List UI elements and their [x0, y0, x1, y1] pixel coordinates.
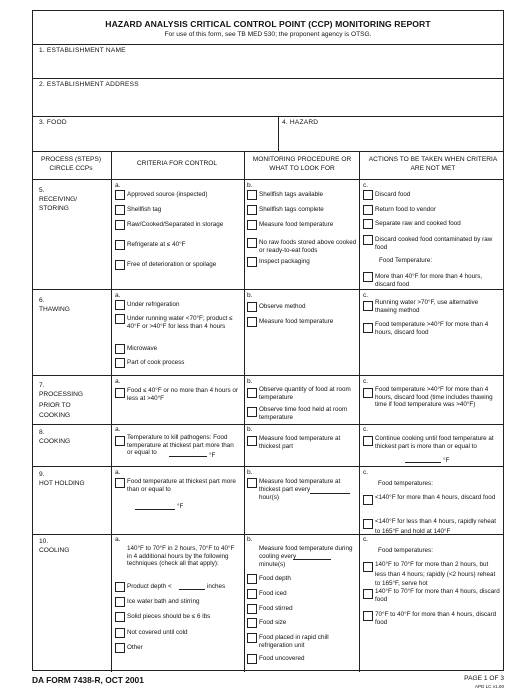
- action-item: Discard cooked food contaminated by raw food: [375, 236, 493, 251]
- checkbox[interactable]: [115, 358, 125, 368]
- checkbox[interactable]: [115, 220, 125, 230]
- cook-temp-blank[interactable]: [169, 456, 207, 457]
- action-item: Return food to vendor: [375, 206, 436, 213]
- checkbox[interactable]: [247, 618, 257, 628]
- step-hot-holding[interactable]: HOT HOLDING: [39, 480, 85, 487]
- criteria-item: Microwave: [127, 345, 158, 352]
- criteria-item: Other: [127, 644, 143, 651]
- col-letter-a: a.: [115, 536, 121, 543]
- col-letter-b: b.: [247, 378, 253, 385]
- criteria-item: Approved source (inspected): [127, 191, 208, 198]
- establishment-address-field[interactable]: [37, 89, 497, 113]
- col-letter-b: b.: [247, 536, 253, 543]
- monitoring-item: Food uncovered: [259, 655, 305, 662]
- checkbox[interactable]: [115, 478, 125, 488]
- action-item: <140°F for less than 4 hours, rapidly reheat to 165°F and hold at 140°F: [375, 518, 497, 535]
- checkbox[interactable]: [247, 220, 257, 230]
- unit-label: inches: [207, 583, 226, 590]
- checkbox[interactable]: [247, 238, 257, 248]
- checkbox[interactable]: [247, 654, 257, 664]
- monitoring-item: Inspect packaging: [259, 258, 310, 265]
- col-letter-a: a.: [115, 469, 121, 476]
- monitoring-item: Shellfish tags complete: [259, 206, 324, 213]
- checkbox[interactable]: [363, 205, 373, 215]
- monitoring-item: Food iced: [259, 590, 287, 597]
- criteria-item: Free of deterioration or spoilage: [127, 261, 217, 268]
- action-item: 140°F to 70°F for more than 4 hours, discard food: [375, 588, 500, 603]
- col-letter-b: b.: [247, 182, 253, 189]
- checkbox[interactable]: [247, 317, 257, 327]
- checkbox[interactable]: [363, 519, 373, 529]
- action-subheading: Food Temperature:: [379, 257, 433, 264]
- checkbox[interactable]: [115, 300, 125, 310]
- checkbox[interactable]: [247, 302, 257, 312]
- header-actions: ACTIONS TO BE TAKEN WHEN CRITERIA ARE NOT MET: [368, 156, 498, 172]
- monitoring-item: Food size: [259, 619, 287, 626]
- checkbox[interactable]: [115, 612, 125, 622]
- col-letter-a: a.: [115, 378, 121, 385]
- step-cooling[interactable]: COOLING: [39, 547, 70, 554]
- checkbox[interactable]: [115, 628, 125, 638]
- step-receiving-storing[interactable]: RECEIVING/ STORING: [39, 196, 78, 212]
- checkbox[interactable]: [247, 257, 257, 267]
- checkbox[interactable]: [247, 478, 257, 488]
- col-letter-b: b.: [247, 426, 253, 433]
- col-letter-c: c.: [363, 469, 369, 476]
- checkbox[interactable]: [247, 604, 257, 614]
- col-letter-c: c.: [363, 182, 369, 189]
- food-field[interactable]: [37, 127, 273, 149]
- col-letter-b: b.: [247, 469, 253, 476]
- checkbox[interactable]: [363, 235, 373, 245]
- action-item: 70°F to 40°F for more than 4 hours, discard food: [375, 611, 497, 626]
- establishment-name-label: 1. ESTABLISHMENT NAME: [39, 47, 126, 54]
- monitoring-item: Shellfish tags available: [259, 191, 324, 198]
- criteria-item: Solid pieces should be ≤ 6 lbs: [127, 613, 211, 620]
- food-label: 3. FOOD: [39, 119, 67, 126]
- checkbox[interactable]: [115, 344, 125, 354]
- checkbox[interactable]: [247, 205, 257, 215]
- action-item: Food temperature >40°F for more than 4 hours, discard food (time includes thawing time if food temperature was >40°F): [375, 386, 493, 409]
- monitoring-item: No raw foods stored above cooked or ready-to-eat foods: [259, 239, 357, 254]
- criteria-heading: 140°F to 70°F in 2 hours, 70°F to 40°F in 4 additional hours by the following techniques (check all that apply):: [127, 545, 235, 568]
- action-subheading: Food temperatures:: [378, 547, 433, 554]
- checkbox[interactable]: [363, 323, 373, 333]
- checkbox[interactable]: [363, 562, 373, 572]
- checkbox[interactable]: [247, 407, 257, 417]
- action-item: Continue cooking until food temperature at thickest part is more than or equal to: [375, 435, 494, 450]
- monitoring-item: Measure food temperature at thickest part every: [259, 478, 341, 493]
- col-letter-a: a.: [115, 182, 121, 189]
- checkbox[interactable]: [363, 611, 373, 621]
- establishment-name-field[interactable]: [37, 55, 497, 75]
- unit-label: minute(s): [259, 561, 286, 568]
- unit-label: °F: [443, 457, 450, 464]
- criteria-item: Product depth <: [127, 583, 172, 590]
- checkbox[interactable]: [363, 495, 373, 505]
- step-cooking[interactable]: COOKING: [39, 438, 71, 445]
- form-version: APD LC v1.00: [474, 684, 504, 689]
- checkbox[interactable]: [247, 574, 257, 584]
- checkbox[interactable]: [115, 436, 125, 446]
- checkbox[interactable]: [363, 219, 373, 229]
- continue-temp-blank[interactable]: [405, 462, 441, 463]
- row-number: 5.: [39, 187, 45, 194]
- action-item: <140°F for more than 4 hours, discard food: [375, 494, 496, 501]
- ccp-monitoring-form: [32, 10, 504, 671]
- checkbox[interactable]: [363, 436, 373, 446]
- checkbox[interactable]: [115, 582, 125, 592]
- monitoring-item: Observe quantity of food at room temperature: [259, 386, 351, 401]
- form-id: DA FORM 7438-R, OCT 2001: [32, 675, 144, 685]
- row-number: 10.: [39, 538, 49, 545]
- checkbox[interactable]: [115, 597, 125, 607]
- checkbox[interactable]: [363, 301, 373, 311]
- criteria-item: Shellfish tag: [127, 206, 162, 213]
- monitoring-heading: Measure food temperature during cooling every: [259, 545, 353, 560]
- col-letter-a: a.: [115, 426, 121, 433]
- checkbox[interactable]: [247, 633, 257, 643]
- checkbox[interactable]: [115, 388, 125, 398]
- step-thawing[interactable]: THAWING: [39, 306, 70, 313]
- product-depth-blank[interactable]: [179, 589, 205, 590]
- checkbox[interactable]: [363, 190, 373, 200]
- row-number: 7.: [39, 382, 45, 389]
- step-processing-prior-to-cooking[interactable]: PROCESSING PRIOR TO COOKING: [39, 391, 83, 419]
- header-monitoring: MONITORING PROCEDURE OR WHAT TO LOOK FOR: [252, 156, 352, 172]
- criteria-item: Refrigerate at ≤ 40°F: [127, 241, 186, 248]
- header-process: PROCESS (STEPS) CIRCLE CCPs: [40, 156, 102, 172]
- criteria-item: Part of cook process: [127, 359, 185, 366]
- monitoring-item: Food depth: [259, 575, 291, 582]
- unit-label: hour(s): [259, 494, 279, 501]
- monitoring-item: Measure food temperature: [259, 318, 334, 325]
- monitoring-item: Observe time food held at room temperature: [259, 406, 348, 421]
- monitoring-item: Measure food temperature at thickest part: [259, 435, 341, 450]
- monitoring-item: Food stirred: [259, 605, 293, 612]
- checkbox[interactable]: [247, 436, 257, 446]
- criteria-item: Under running water <70°F; product ≤ 40°F or >40°F for less than 4 hours: [127, 315, 233, 330]
- action-item: 140°F to 70°F for more than 2 hours, but less than 4 hours; rapidly (<2 hours) reheat to 165°F, serve hot: [375, 561, 496, 588]
- action-item: Running water >70°F, use alternative thawing method: [375, 299, 479, 314]
- checkbox[interactable]: [247, 190, 257, 200]
- checkbox[interactable]: [363, 589, 373, 599]
- checkbox[interactable]: [247, 388, 257, 398]
- criteria-item: Food ≤ 40°F or no more than 4 hours or less at >40°F: [127, 387, 238, 402]
- monitoring-item: Measure food temperature: [259, 221, 334, 228]
- hazard-field[interactable]: [282, 127, 498, 149]
- checkbox[interactable]: [115, 205, 125, 215]
- unit-label: °F: [177, 503, 184, 510]
- monitoring-item: Observe method: [259, 303, 306, 310]
- criteria-item: Raw/Cooked/Separated in storage: [127, 221, 224, 228]
- checkbox[interactable]: [115, 314, 125, 324]
- unit-label: °F: [209, 452, 216, 459]
- checkbox[interactable]: [115, 260, 125, 270]
- col-letter-c: c.: [363, 292, 369, 299]
- checkbox[interactable]: [115, 190, 125, 200]
- row-number: 8.: [39, 429, 45, 436]
- checkbox[interactable]: [247, 589, 257, 599]
- hold-temp-blank[interactable]: [135, 509, 175, 510]
- criteria-item: Temperature to kill pathogens: Food temperature at thickest part more than or equal to: [127, 434, 234, 457]
- criteria-item: Not covered until cold: [127, 629, 188, 636]
- col-letter-b: b.: [247, 292, 253, 299]
- establishment-address-label: 2. ESTABLISHMENT ADDRESS: [39, 81, 139, 88]
- cooling-interval-blank[interactable]: [293, 559, 331, 560]
- hazard-label: 4. HAZARD: [282, 119, 319, 126]
- hold-interval-blank[interactable]: [310, 493, 350, 494]
- action-item: Separate raw and cooked food: [375, 220, 461, 227]
- action-item: More than 40°F for more than 4 hours, discard food: [375, 273, 483, 288]
- checkbox[interactable]: [363, 272, 373, 282]
- monitoring-item: Food placed in rapid chill refrigeration unit: [259, 634, 329, 649]
- page-number: PAGE 1 OF 3: [464, 675, 504, 682]
- criteria-item: Food temperature at thickest part more than or equal to: [127, 478, 236, 493]
- col-letter-c: c.: [363, 426, 369, 433]
- criteria-item: Under refrigeration: [127, 301, 180, 308]
- col-letter-c: c.: [363, 536, 369, 543]
- checkbox[interactable]: [115, 240, 125, 250]
- checkbox[interactable]: [363, 388, 373, 398]
- criteria-item: Ice water bath and stirring: [127, 598, 200, 605]
- col-letter-c: c.: [363, 378, 369, 385]
- row-number: 6.: [39, 297, 45, 304]
- action-subheading: Food temperatures:: [378, 480, 433, 487]
- action-item: Food temperature >40°F for more than 4 hours, discard food: [375, 321, 489, 336]
- checkbox[interactable]: [115, 643, 125, 653]
- form-subtitle: For use of this form, see TB MED 530; the proponent agency is OTSG.: [164, 31, 372, 38]
- form-title: HAZARD ANALYSIS CRITICAL CONTROL POINT (CCP) MONITORING REPORT: [105, 19, 431, 29]
- header-criteria: CRITERIA FOR CONTROL: [136, 160, 218, 167]
- col-letter-a: a.: [115, 292, 121, 299]
- action-item: Discard food: [375, 191, 411, 198]
- row-number: 9.: [39, 471, 45, 478]
